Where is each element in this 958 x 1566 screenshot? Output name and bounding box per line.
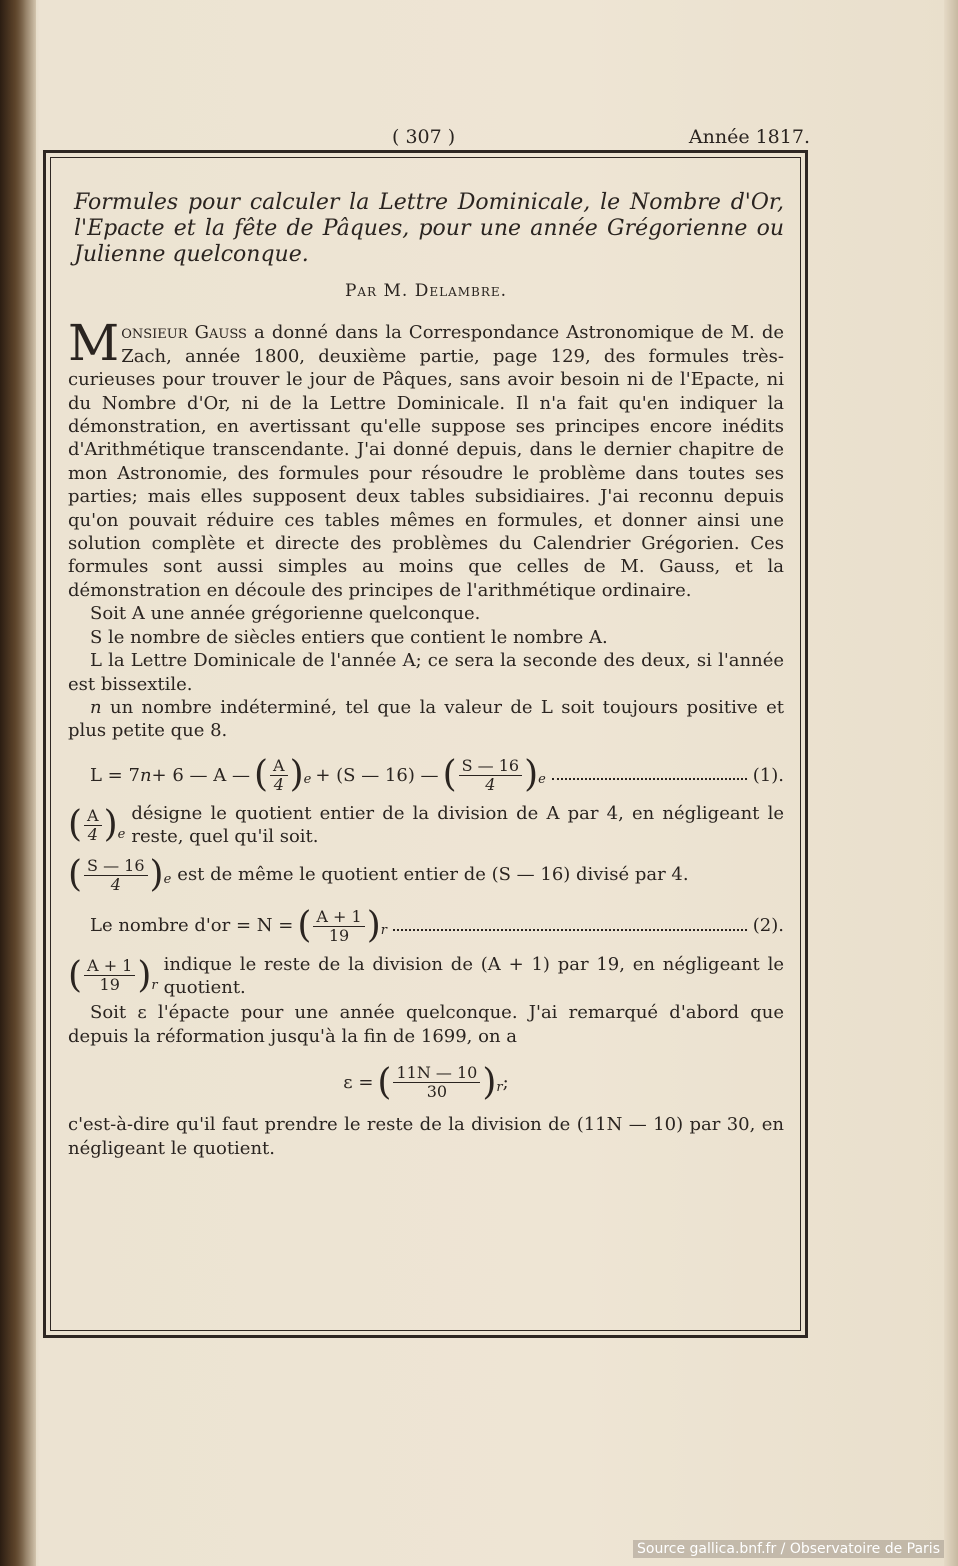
fraction-a1-19 [84, 957, 135, 994]
explanation-1 [68, 802, 784, 849]
paren-open: ( [297, 905, 312, 947]
explanation-1-text: désigne le quotient entier de la division de A par 4, en négligeant le reste, quel qu'il soit. [131, 802, 784, 848]
explanation-3 [68, 953, 784, 1000]
formula-1-n: n [139, 764, 152, 786]
drop-cap: M [68, 314, 120, 373]
subscript-e: e [303, 772, 312, 788]
fraction-denominator: 4 [485, 774, 496, 794]
fraction-denominator: 4 [110, 874, 121, 894]
epacte-paragraph: Soit ε l'épacte pour une année quelconque. J'ai remarqué d'abord que depuis la réformation jusqu'à la fin de 1699, on a [68, 1002, 784, 1047]
subscript-r: r [380, 923, 387, 939]
formula-3-lhs: ε = [343, 1071, 374, 1093]
formula-3 [68, 1061, 784, 1103]
paren-close: ) [482, 1061, 497, 1103]
definition-a: Soit A une année grégorienne quelconque. [90, 603, 481, 625]
explanation-3-text: indique le reste de la division de (A + 1) par 19, en négligeant le quotient. [163, 953, 784, 998]
subscript-e: e [538, 772, 546, 788]
intro-paragraph [68, 314, 784, 602]
definition-n [68, 696, 784, 743]
fraction-a-4 [270, 757, 288, 794]
paren-open: ( [68, 804, 83, 846]
subscript-e: e [117, 827, 126, 843]
article [68, 190, 784, 1160]
definition-n-text: un nombre indéterminé, tel que la valeur de L soit toujours positive et plus petite que 8. [68, 696, 784, 742]
fraction-numerator: A + 1 [84, 957, 135, 976]
fraction-s16-4 [459, 757, 523, 794]
paren-open: ( [68, 854, 83, 896]
fraction-numerator: A + 1 [313, 908, 364, 927]
equation-label-1: (1). [752, 764, 784, 786]
paren-open: ( [68, 954, 83, 996]
closing-paragraph: c'est-à-dire qu'il faut prendre le reste de la division de (11N — 10) par 30, en négligeant le quotient. [68, 1114, 784, 1159]
paren-close: ) [137, 954, 152, 996]
fraction-numerator: 11N — 10 [393, 1064, 480, 1083]
fraction-denominator: 4 [273, 774, 284, 794]
dot-leader [393, 921, 747, 931]
subscript-r: r [151, 977, 158, 993]
explanation-2-text: est de même le quotient entier de (S — 16) divisé par 4. [177, 864, 689, 886]
formula-3-suffix: ; [502, 1071, 509, 1093]
fraction-denominator: 30 [426, 1082, 448, 1102]
page-number: ( 307 ) [392, 126, 456, 148]
formula-1 [90, 754, 784, 796]
book-spine [0, 0, 36, 1566]
fraction-denominator: 19 [99, 975, 120, 995]
intro-text: a donné dans la Correspondance Astronomique de M. de Zach, année 1800, deuxième partie, page 129, des formules très-curieuses pour trouver le jour de Pâques, sans avoir besoin ni de l'Epacte, ni du Nombre d'Or, ni de la Lettre Dominicale. Il n'a fait qu'en indiquer la démonstration, en avertissant qu'elle suppose ses principes encore inédits d'Arithmétique transcendante. J'ai donné depuis, dans le dernier chapitre de mon Astronomie, des formules pour résoudre le problème dans toutes ses parties; mais elles supposent deux tables subsidiaires. J'ai reconnu depuis qu'on pouvait réduire ces tables mêmes en formules, et donner ainsi une solution complète et directe des problèmes du Calendrier Grégorien. Ces formules sont aussi simples au moins que celles de M. Gauss, et la démonstration en découle des principes de l'arithmétique ordinaire. [68, 322, 784, 601]
fraction-numerator: A [84, 807, 102, 826]
page-edge [944, 0, 958, 1566]
formula-2 [90, 905, 784, 947]
fraction-11n10-30 [393, 1064, 480, 1101]
fraction-numerator: A [270, 757, 288, 776]
fraction-numerator: S — 16 [459, 757, 523, 776]
fraction-a1-19 [313, 908, 364, 945]
fraction-denominator: 19 [328, 925, 350, 945]
definition-s: S le nombre de siècles entiers que contient le nombre A. [90, 626, 608, 648]
formula-1-lhs: L = 7 [90, 764, 140, 786]
subscript-e: e [163, 872, 172, 888]
paren-close: ) [149, 854, 164, 896]
source-credit: Source gallica.bnf.fr / Observatoire de Paris [633, 1540, 944, 1558]
paren-close: ) [524, 754, 539, 796]
article-byline: Par M. Delambre. [344, 281, 508, 301]
paren-open: ( [253, 754, 268, 796]
definition-l: L la Lettre Dominicale de l'année A; ce sera la seconde des deux, si l'année est bissextile. [68, 650, 784, 695]
article-body [68, 314, 784, 1160]
subscript-r: r [496, 1079, 503, 1095]
formula-1-mid1: + 6 — A — [151, 764, 250, 786]
paren-close: ) [103, 804, 118, 846]
formula-2-lhs: Le nombre d'or = N = [90, 915, 294, 937]
formula-1-mid2: + (S — 16) — [315, 764, 439, 786]
fraction-numerator: S — 16 [84, 857, 148, 876]
explanation-2 [68, 854, 784, 896]
intro-lead: onsieur Gauss [121, 322, 247, 344]
paren-close: ) [366, 905, 381, 947]
fraction-a-4 [84, 807, 102, 844]
fraction-denominator: 4 [87, 824, 98, 844]
equation-label-2: (2). [752, 915, 784, 937]
paren-close: ) [289, 754, 304, 796]
fraction-s16-4 [84, 857, 148, 894]
article-title: Formules pour calculer la Lettre Dominicale, le Nombre d'Or, l'Epacte et la fête de Pâques, pour une année Grégorienne ou Julienne quelconque. [74, 190, 784, 267]
variable-n: n [90, 696, 102, 718]
paren-open: ( [377, 1061, 392, 1103]
paren-open: ( [442, 754, 457, 796]
dot-leader [552, 770, 747, 780]
header-year: Année 1817. [688, 126, 810, 148]
